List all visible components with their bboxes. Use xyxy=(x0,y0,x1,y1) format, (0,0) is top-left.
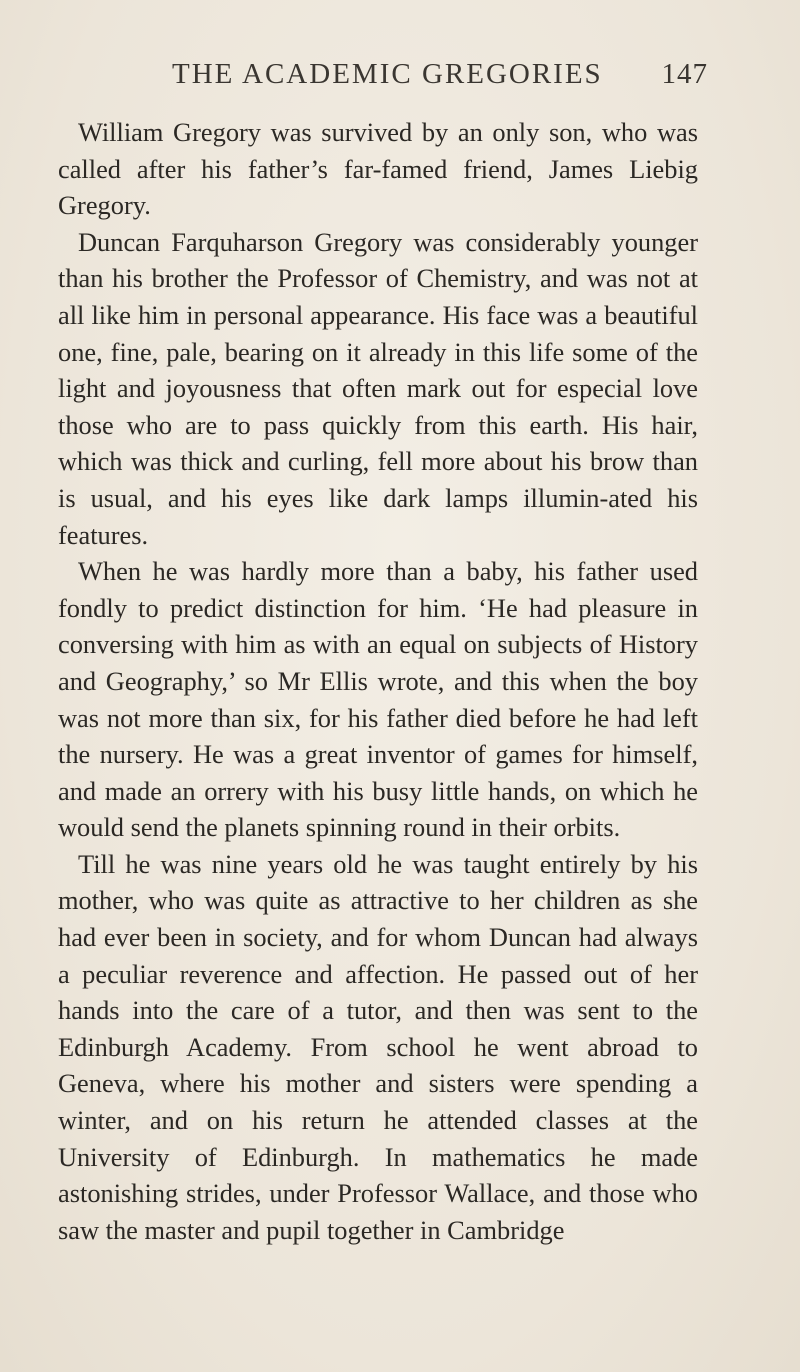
running-head: THE ACADEMIC GREGORIES xyxy=(172,58,603,90)
paragraph: When he was hardly more than a baby, his father used fondly to predict distinction for him. ‘He had pleasure in conversing with him as with an equal on subjects of History and Geography,’ so Mr Ellis wrote, and this when the boy was not more than six, for his father died before he had left the nursery. He was a great inventor of games for himself, and made an orrery with his busy little hands, on which he would send the planets spinning round in their orbits. xyxy=(58,556,698,843)
page-header xyxy=(172,58,708,98)
page-number: 147 xyxy=(661,58,708,90)
paragraph: William Gregory was survived by an only son, who was called after his father’s far-famed friend, James Liebig Gregory. xyxy=(58,117,698,221)
paragraph: Duncan Farquharson Gregory was considerably younger than his brother the Professor of Chemistry, and was not at all like him in personal appearance. His face was a beautiful one, fine, pale, bearing on it already in this life some of the light and joyousness that often mark out for especial love those who are to pass quickly from this earth. His hair, which was thick and curling, fell more about his brow than is usual, and his eyes like dark lamps illumin-ated his features. xyxy=(58,226,698,550)
body-text xyxy=(58,114,698,1248)
paragraph: Till he was nine years old he was taught entirely by his mother, who was quite as attractive to her children as she had ever been in society, and for whom Duncan had always a peculiar reverence and affection. He passed out of her hands into the care of a tutor, and then was sent to the Edinburgh Academy. From school he went abroad to Geneva, where his mother and sisters were spending a winter, and on his return he attended classes at the University of Edinburgh. In mathematics he made astonishing strides, under Professor Wallace, and those who saw the master and pupil together in Cambridge xyxy=(58,848,698,1245)
